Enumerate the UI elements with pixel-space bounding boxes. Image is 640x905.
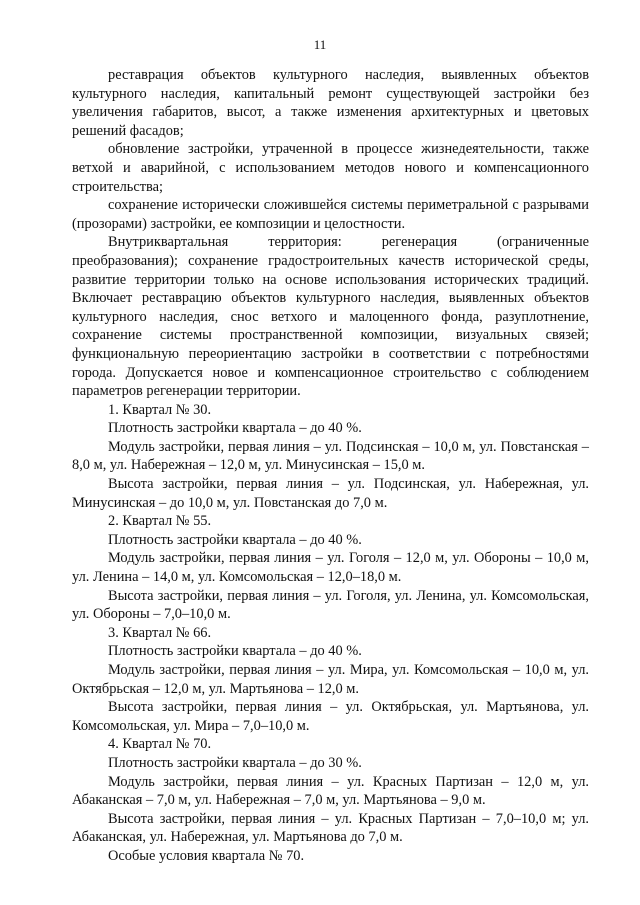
paragraph-preservation: сохранение исторически сложившейся системы периметральной с разрывами (прозорами) застройки, ее композиции и целостности. — [72, 197, 589, 232]
block-3-height: Высота застройки, первая линия – ул. Октябрьская, ул. Мартьянова, ул. Комсомольская, ул. Мира – 7,0–10,0 м. — [72, 699, 589, 734]
block-1-module: Модуль застройки, первая линия – ул. Подсинская – 10,0 м, ул. Повстанская – 8,0 м, ул. Набережная – 12,0 м, ул. Минусинская – 15,0 м. — [72, 438, 589, 474]
block-2-module: Модуль застройки, первая линия – ул. Гоголя – 12,0 м, ул. Обороны – 10,0 м, ул. Ленина – 14,0 м, ул. Комсомольская – 12,0–18,0 м. — [72, 550, 589, 586]
closing-line: Особые условия квартала № 70. — [108, 847, 305, 864]
block-2-heading: 2. Квартал № 55. — [108, 513, 212, 530]
paragraph-restoration: реставрация объектов культурного наследия, выявленных объектов культурного наследия, капитальный ремонт существующей застройки без увеличения габаритов, высот, а также изменения архитектурных и цветовых решений фасадов; — [72, 67, 589, 139]
block-4-module: Модуль застройки, первая линия – ул. Красных Партизан – 12,0 м, ул. Абаканская – 7,0 м, ул. Набережная – 7,0 м, ул. Мартьянова – 9,0 м. — [72, 773, 589, 809]
block-4-heading: 4. Квартал № 70. — [108, 736, 212, 753]
block-1-heading: 1. Квартал № 30. — [108, 401, 212, 418]
paragraph-renewal: обновление застройки, утраченной в процессе жизнедеятельности, также ветхой и аварийной, с использованием методов нового и компенсационного строительства; — [72, 141, 589, 195]
block-2-density: Плотность застройки квартала – до 40 %. — [108, 531, 362, 548]
page-number: 11 — [313, 37, 327, 52]
block-1-height: Высота застройки, первая линия – ул. Подсинская, ул. Набережная, ул. Минусинская – до 10,0 м, ул. Повстанская до 7,0 м. — [72, 476, 589, 511]
paragraph-intra-block-territory: Внутриквартальная территория: регенерация (ограниченные преобразования); сохранение градостроительных качеств исторической среды, развитие территории только на основе использования исторических традиций. Включает реставрацию объектов культурного наследия, выявленных объектов культурного наследия, снос ветхого и малоценного фонда, разуплотнение, сохранение системы пространственной композиции, визуальных связей; функциональную переориентацию застройки в соответствии с потребностями города. Допускается новое и компенсационное строительство с соблюдением параметров регенерации территории. — [72, 234, 589, 400]
block-2-height: Высота застройки, первая линия – ул. Гоголя, ул. Ленина, ул. Комсомольская, ул. Обороны – 7,0–10,0 м. — [72, 587, 589, 623]
document-body — [72, 66, 589, 866]
block-3-heading: 3. Квартал № 66. — [108, 624, 212, 641]
block-4-height: Высота застройки, первая линия – ул. Красных Партизан – 7,0–10,0 м; ул. Абаканская, ул. Набережная, ул. Мартьянова до 7,0 м. — [72, 810, 589, 846]
block-4-density: Плотность застройки квартала – до 30 %. — [108, 754, 362, 771]
block-3-density: Плотность застройки квартала – до 40 %. — [108, 643, 362, 660]
block-3-module: Модуль застройки, первая линия – ул. Мира, ул. Комсомольская – 10,0 м, ул. Октябрьская – 12,0 м, ул. Мартьянова – 12,0 м. — [72, 662, 589, 697]
block-1-density: Плотность застройки квартала – до 40 %. — [108, 420, 362, 437]
